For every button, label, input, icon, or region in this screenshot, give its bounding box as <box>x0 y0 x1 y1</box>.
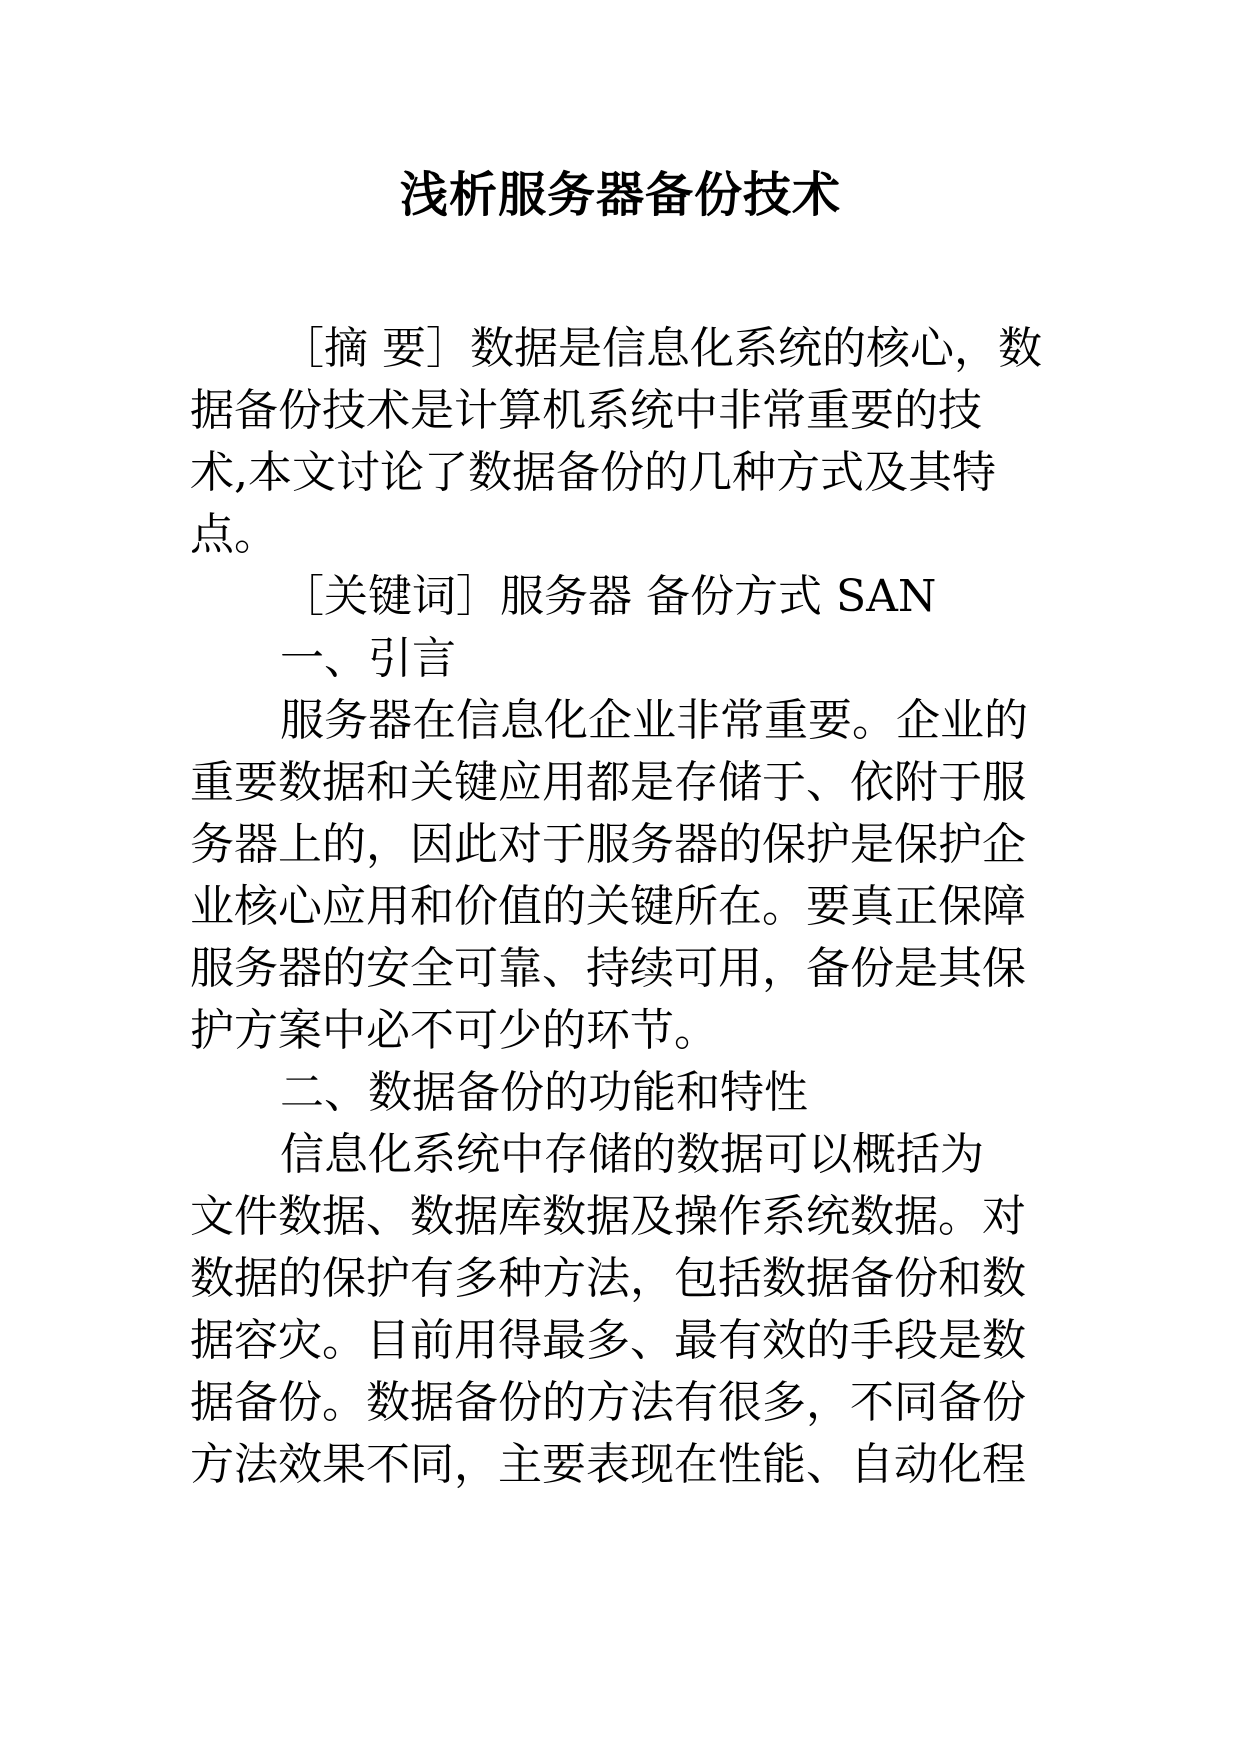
text-line: 重要数据和关键应用都是存储于、依附于服 <box>190 757 1026 808</box>
text-line: 据备份。数据备份的方法有很多，不同备份 <box>190 1377 1026 1428</box>
document-title: 浅析服务器备份技术 <box>399 167 841 223</box>
text-line: 据备份技术是计算机系统中非常重要的技 <box>190 385 982 436</box>
section-heading-backup-features <box>190 1062 1050 1124</box>
text-line: 二、数据备份的功能和特性 <box>280 1067 808 1118</box>
introduction-paragraph <box>190 690 1050 1062</box>
text-line: 信息化系统中存储的数据可以概括为 <box>280 1129 984 1180</box>
text-line: 数据的保护有多种方法，包括数据备份和数 <box>190 1253 1026 1304</box>
text-line: 术,本文讨论了数据备份的几种方式及其特 <box>190 447 996 498</box>
text-line: 点。 <box>190 509 278 560</box>
keywords-paragraph <box>190 566 1050 628</box>
section-heading-introduction <box>190 628 1050 690</box>
backup-features-paragraph <box>190 1124 1050 1496</box>
document-body <box>190 318 1050 1496</box>
text-line: 文件数据、数据库数据及操作系统数据。对 <box>190 1191 1026 1242</box>
text-line: 服务器在信息化企业非常重要。企业的 <box>280 695 1028 746</box>
text-line: 据容灾。目前用得最多、最有效的手段是数 <box>190 1315 1026 1366</box>
text-line: 护方案中必不可少的环节。 <box>190 1005 718 1056</box>
text-line: ［关键词］服务器 备份方式 SAN <box>280 571 937 622</box>
text-line: ［摘 要］数据是信息化系统的核心，数 <box>280 323 1042 374</box>
text-line: 服务器的安全可靠、持续可用，备份是其保 <box>190 943 1026 994</box>
text-line: 务器上的，因此对于服务器的保护是保护企 <box>190 819 1026 870</box>
text-line: 业核心应用和价值的关键所在。要真正保障 <box>190 881 1026 932</box>
text-line: 方法效果不同，主要表现在性能、自动化程 <box>190 1439 1026 1490</box>
abstract-paragraph <box>190 318 1050 566</box>
text-line: 一、引言 <box>280 633 456 684</box>
